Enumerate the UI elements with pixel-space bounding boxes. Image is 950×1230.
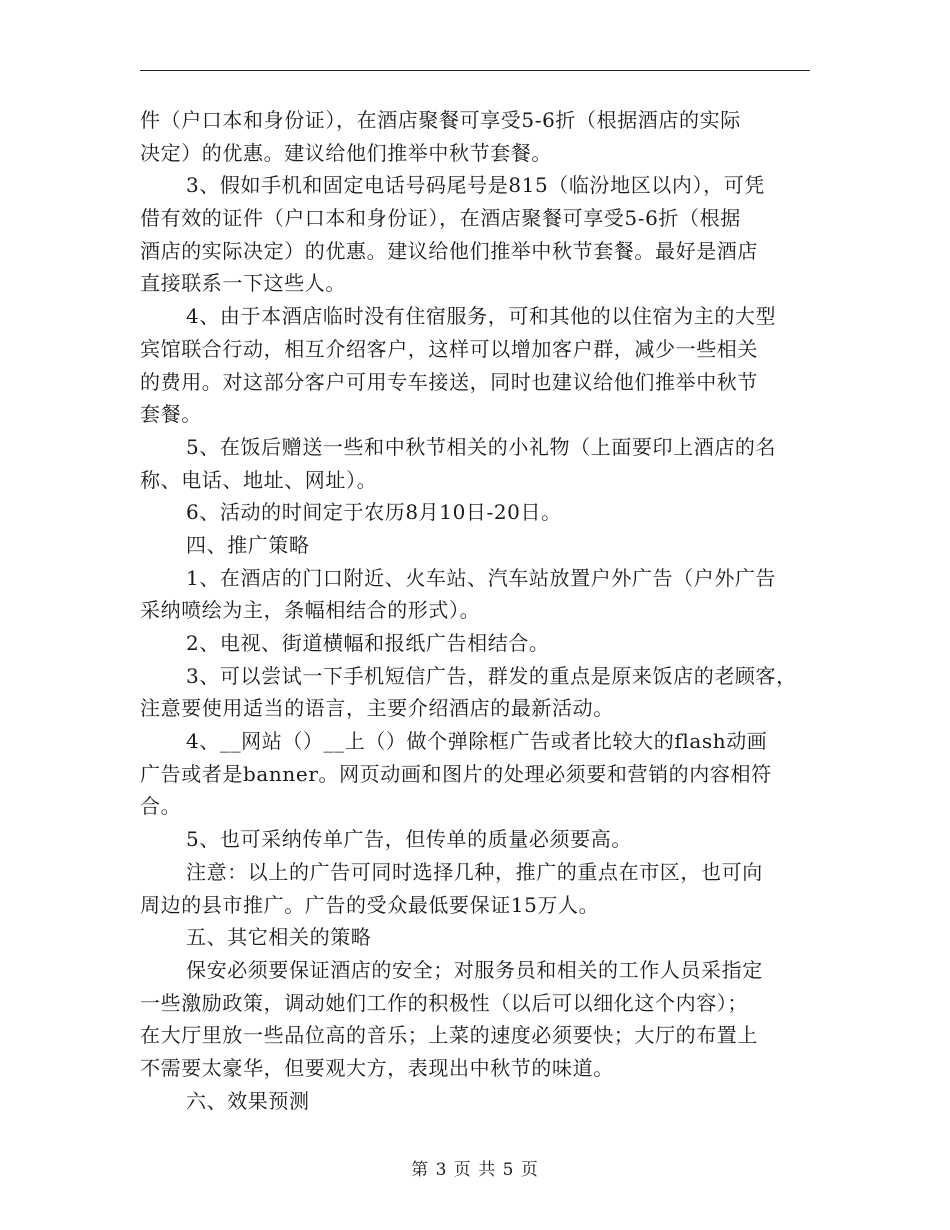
- text-line: 一些激励政策，调动她们工作的积极性（以后可以细化这个内容）；: [140, 990, 748, 1015]
- text-line: 注意：以上的广告可同时选择几种，推广的重点在市区，也可向: [186, 859, 763, 884]
- text-line: 直接联系一下这些人。: [140, 271, 346, 296]
- text-line: 酒店的实际决定）的优惠。建议给他们推举中秋节套餐。最好是酒店: [140, 238, 758, 263]
- text-line: 采纳喷绘为主，条幅相结合的形式）。: [140, 598, 481, 623]
- text-line: 5、在饭后赠送一些和中秋节相关的小礼物（上面要印上酒店的名: [186, 434, 777, 459]
- text-line: 周边的县市推广。广告的受众最低要保证15万人。: [140, 892, 600, 917]
- text-line: 套餐。: [140, 402, 202, 427]
- document-body: [140, 104, 812, 1117]
- text-line: 的费用。对这部分客户可用专车接送，同时也建议给他们推举中秋节: [140, 369, 758, 394]
- text-line: 在大厅里放一些品位高的音乐；上菜的速度必须要快；大厅的布置上: [140, 1023, 758, 1048]
- page-footer: 第 3 页 共 5 页: [411, 1160, 539, 1180]
- text-line: 6、活动的时间定于农历8月10日-20日。: [186, 500, 562, 525]
- text-line: 5、也可采纳传单广告，但传单的质量必须要高。: [186, 827, 632, 852]
- text-line: 称、电话、地址、网址）。: [140, 467, 378, 492]
- text-line: 借有效的证件（户口本和身份证），在酒店聚餐可享受5-6折（根据: [140, 206, 741, 231]
- text-line: 1、在酒店的门口附近、火车站、汽车站放置户外广告（户外广告: [186, 565, 777, 590]
- header-rule: [140, 70, 810, 71]
- text-line: 件（户口本和身份证），在酒店聚餐可享受5-6折（根据酒店的实际: [140, 108, 741, 132]
- text-line: 不需要太豪华，但要观大方，表现出中秋节的味道。: [140, 1055, 614, 1080]
- text-line: 决定）的优惠。建议给他们推举中秋节套餐。: [140, 140, 552, 165]
- section-heading: 五、其它相关的策略: [186, 925, 372, 950]
- text-line: 3、假如手机和固定电话号码尾号是815（临汾地区以内），可凭: [186, 173, 765, 198]
- text-line: 宾馆联合行动，相互介绍客户，这样可以增加客户群，减少一些相关: [140, 336, 758, 361]
- text-line: 注意要使用适当的语言，主要介绍酒店的最新活动。: [140, 696, 614, 721]
- text-line: 广告或者是banner。网页动画和图片的处理必须要和营销的内容相符: [140, 761, 772, 786]
- text-line: 4、由于本酒店临时没有住宿服务，可和其他的以住宿为主的大型: [186, 304, 777, 329]
- text-line: 4、__网站（）__上（）做个弹除框广告或者比较大的flash动画: [186, 729, 768, 754]
- text-line: 保安必须要保证酒店的安全；对服务员和相关的工作人员采指定: [186, 957, 763, 982]
- section-heading: 四、推广策略: [186, 532, 310, 557]
- text-line: 2、电视、街道横幅和报纸广告相结合。: [186, 631, 550, 655]
- section-heading: 六、效果预测: [186, 1088, 310, 1113]
- text-line: 合。: [140, 794, 182, 819]
- text-line: 3、可以尝试一下手机短信广告，群发的重点是原来饭店的老顾客，: [186, 663, 797, 688]
